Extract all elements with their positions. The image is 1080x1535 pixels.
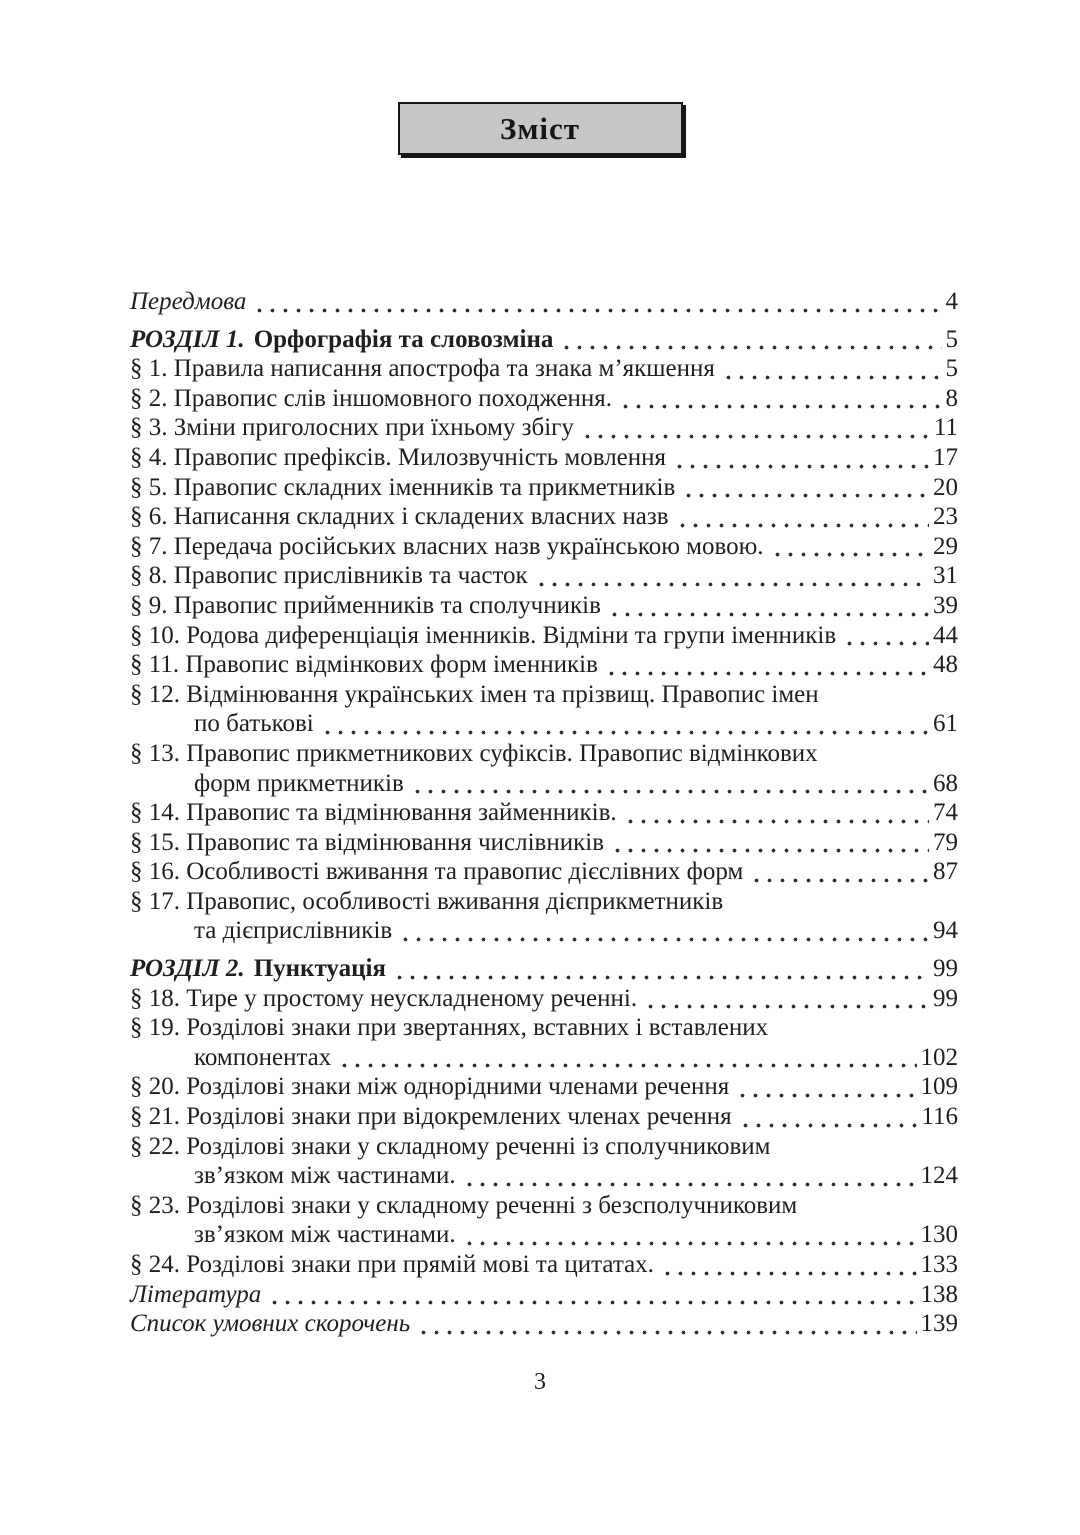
toc-entry (130, 739, 958, 798)
toc-page-number: 94 (933, 917, 958, 945)
toc-entry (130, 1280, 958, 1310)
toc-line (130, 1161, 958, 1191)
toc-page-number: 5 (945, 325, 958, 353)
contents-title-box (398, 102, 683, 155)
toc-page-number: 48 (933, 651, 958, 679)
chapter-prefix: РОЗДІЛ 2. (130, 955, 245, 983)
toc-line (130, 473, 958, 503)
toc-line (130, 739, 958, 769)
toc-entry (130, 1072, 958, 1102)
toc-entry-title: § 16. Особливості вживання та правопис дієслівних форм (130, 858, 744, 886)
toc-entry-title: § 2. Правопис слів іншомовного походження. (130, 384, 613, 412)
toc-entry-title: Пунктуація (253, 955, 386, 983)
dot-leader (411, 769, 929, 799)
toc-page-number: 109 (920, 1073, 958, 1101)
dot-leader (463, 1161, 917, 1191)
toc-page (0, 102, 1080, 1396)
toc-entry-title: § 19. Розділові знаки при звертаннях, вставних і вставлених (130, 1014, 769, 1042)
toc-line (130, 916, 958, 946)
toc-entry (130, 1191, 958, 1250)
dot-leader (399, 916, 929, 946)
dot-leader (253, 287, 941, 317)
toc-entry-title: § 11. Правопис відмінкових форм іменників (130, 651, 598, 679)
dot-leader (581, 413, 930, 443)
dot-leader (417, 1309, 916, 1339)
toc-line (130, 561, 958, 591)
toc-page-number: 138 (920, 1280, 958, 1308)
toc-entry (130, 325, 958, 355)
toc-line (130, 384, 958, 414)
toc-entry (130, 287, 958, 317)
toc-page-number: 8 (945, 384, 958, 412)
toc-entry-title: § 6. Написання складних і складених власних назв (130, 503, 669, 531)
toc-entry-title: Література (130, 1280, 262, 1308)
toc-entry-title: § 10. Родова диференціація іменників. Відміни та групи іменників (130, 621, 837, 649)
dot-leader (644, 984, 929, 1014)
toc-entry (130, 1132, 958, 1191)
toc-entry-title: § 20. Розділові знаки між однорідними членами речення (130, 1073, 730, 1101)
toc-line (130, 828, 958, 858)
toc-entry-title: § 24. Розділові знаки при прямій мові та цитатах. (130, 1251, 654, 1278)
toc-entry-title: § 9. Правопис прийменників та сполучників (130, 591, 601, 619)
dot-leader (722, 354, 942, 384)
toc-page-number: 68 (933, 769, 958, 797)
toc-entry (130, 591, 958, 621)
toc-entry-title: зв’язком між частинами. (194, 1221, 456, 1249)
toc-page-number: 20 (933, 473, 958, 501)
toc-line (130, 1280, 958, 1310)
dot-leader (661, 1250, 917, 1280)
toc-entry-title: § 15. Правопис та відмінювання числівників (130, 828, 605, 856)
page-title: Зміст (499, 110, 581, 146)
dot-leader (393, 954, 929, 984)
toc-entry (130, 1013, 958, 1072)
toc-entry-title: § 13. Правопис прикметникових суфіксів. Правопис відмінкових (130, 739, 818, 767)
toc-entry (130, 561, 958, 591)
toc-page-number: 130 (920, 1221, 958, 1249)
dot-leader (673, 443, 929, 473)
dot-leader (321, 709, 929, 739)
toc-line (130, 857, 958, 887)
toc-entry-title: § 21. Розділові знаки при відокремлених членах речення (130, 1103, 732, 1131)
toc-entry-title: § 23. Розділові знаки у складному реченні з безсполучниковим (130, 1191, 798, 1219)
toc-page-number: 87 (933, 858, 958, 886)
toc-line (130, 1191, 958, 1221)
toc-line (130, 680, 958, 710)
chapter-prefix: РОЗДІЛ 1. (130, 325, 245, 353)
toc-line (130, 1072, 958, 1102)
toc-entry (130, 354, 958, 384)
toc-line (130, 954, 958, 984)
toc-entry (130, 857, 958, 887)
toc-line (130, 1220, 958, 1250)
toc-entry-title: зв’язком між частинами. (194, 1162, 456, 1190)
toc-page-number: 11 (933, 414, 958, 442)
dot-leader (268, 1280, 916, 1310)
page-number: 3 (534, 1368, 546, 1395)
toc-line (130, 1043, 958, 1073)
dot-leader (560, 325, 941, 355)
toc-entry (130, 621, 958, 651)
dot-leader (338, 1043, 916, 1073)
toc-page-number: 29 (933, 532, 958, 560)
toc-entry-title: § 18. Тире у простому неускладненому реченні. (130, 984, 638, 1012)
dot-leader (682, 473, 929, 503)
toc-page-number: 61 (933, 710, 958, 738)
toc-line (130, 443, 958, 473)
toc-line (130, 709, 958, 739)
toc-entry-title: § 7. Передача російських власних назв українською мовою. (130, 532, 764, 560)
toc-line (130, 650, 958, 680)
dot-leader (605, 650, 929, 680)
dot-leader (619, 384, 941, 414)
toc-entry (130, 1250, 958, 1280)
toc-line (130, 1309, 958, 1339)
toc-page-number: 31 (933, 562, 958, 590)
dot-leader (739, 1102, 918, 1132)
toc-line (130, 287, 958, 317)
toc-page-number: 133 (920, 1251, 958, 1278)
toc-line (130, 1102, 958, 1132)
toc-list (130, 287, 958, 1339)
toc-line (130, 354, 958, 384)
toc-entry (130, 384, 958, 414)
toc-entry (130, 650, 958, 680)
toc-line (130, 413, 958, 443)
dot-leader (535, 561, 929, 591)
toc-page-number: 79 (933, 828, 958, 856)
toc-entry-title: § 14. Правопис та відмінювання займенників. (130, 799, 617, 827)
toc-page-number: 23 (933, 503, 958, 531)
toc-entry (130, 532, 958, 562)
dot-leader (676, 502, 929, 532)
toc-entry-title: § 12. Відмінювання українських імен та прізвищ. Правопис імен (130, 680, 819, 708)
toc-entry-title: та дієприслівників (194, 917, 393, 945)
toc-entry-title: Список умовних скорочень (130, 1310, 411, 1338)
toc-page-number: 99 (933, 955, 958, 983)
toc-page-number: 4 (945, 288, 958, 315)
toc-entry (130, 1309, 958, 1339)
toc-line (130, 887, 958, 917)
toc-line (130, 532, 958, 562)
toc-entry (130, 984, 958, 1014)
toc-entry-title: Орфографія та словозміна (253, 325, 554, 353)
toc-entry-title: Передмова (130, 288, 247, 315)
toc-page-number: 44 (933, 621, 958, 649)
toc-entry (130, 954, 958, 984)
toc-entry-title: § 17. Правопис, особливості вживання дієприкметників (130, 887, 724, 915)
toc-page-number: 102 (920, 1043, 958, 1071)
toc-entry (130, 828, 958, 858)
toc-entry (130, 443, 958, 473)
toc-page-number: 124 (920, 1162, 958, 1190)
dot-leader (463, 1220, 917, 1250)
toc-entry-title: § 5. Правопис складних іменників та прикметників (130, 473, 676, 501)
toc-entry-title: по батькові (194, 710, 314, 738)
toc-page-number: 39 (933, 591, 958, 619)
toc-line (130, 325, 958, 355)
toc-page-number: 99 (933, 984, 958, 1012)
toc-line (130, 502, 958, 532)
toc-line (130, 591, 958, 621)
toc-line (130, 1132, 958, 1162)
toc-entry (130, 1102, 958, 1132)
toc-entry-title: § 3. Зміни приголосних при їхньому збігу (130, 414, 574, 442)
toc-entry-title: § 1. Правила написання апострофа та знака м’якшення (130, 355, 715, 383)
toc-entry-title: компонентах (194, 1043, 332, 1071)
dot-leader (736, 1072, 916, 1102)
toc-entry-title: § 4. Правопис префіксів. Милозвучність мовлення (130, 443, 667, 471)
toc-entry (130, 473, 958, 503)
toc-line (130, 769, 958, 799)
toc-page-number: 5 (945, 355, 958, 383)
toc-entry (130, 502, 958, 532)
toc-page-number: 17 (933, 443, 958, 471)
toc-page-number: 74 (933, 799, 958, 827)
toc-line (130, 621, 958, 651)
toc-entry (130, 887, 958, 946)
toc-entry-title: форм прикметників (194, 769, 404, 797)
toc-line (130, 1250, 958, 1280)
dot-leader (843, 621, 929, 651)
toc-page-number: 139 (920, 1310, 958, 1338)
dot-leader (608, 591, 929, 621)
toc-line (130, 984, 958, 1014)
toc-entry (130, 680, 958, 739)
toc-entry (130, 798, 958, 828)
toc-page-number: 116 (921, 1103, 958, 1131)
toc-line (130, 1013, 958, 1043)
dot-leader (624, 798, 929, 828)
toc-entry-title: § 8. Правопис прислівників та часток (130, 562, 528, 590)
toc-entry-title: § 22. Розділові знаки у складному реченні із сполучниковим (130, 1132, 771, 1160)
dot-leader (750, 857, 929, 887)
toc-line (130, 798, 958, 828)
dot-leader (771, 532, 929, 562)
dot-leader (611, 828, 929, 858)
toc-entry (130, 413, 958, 443)
